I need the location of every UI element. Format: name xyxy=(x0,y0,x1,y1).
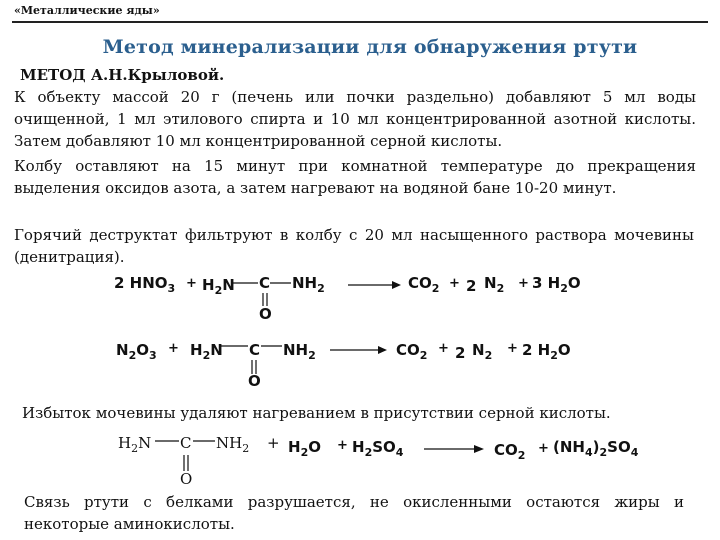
eq3-product-co2: $CO_2$ xyxy=(494,441,526,462)
eq3-plus-3: + xyxy=(538,441,549,456)
eq1-reactant-hno3: 2 $HNO_3$ xyxy=(114,274,176,295)
eq1-plus: + xyxy=(186,276,197,291)
eq2-product-co2: $CO_2$ xyxy=(396,341,428,362)
eq1-urea-carbon: C xyxy=(259,274,271,292)
eq1-urea-h2n: $H_2N$ xyxy=(202,276,235,297)
eq3-product-ammonium-sulfate: $(NH_4)_2SO_4$ xyxy=(553,438,639,459)
eq2-urea-oxygen: O xyxy=(248,372,261,390)
eq2-plus-2: + xyxy=(438,341,449,356)
eq3-urea-h2n: $H_2N$ xyxy=(118,434,152,455)
eq1-urea-oxygen: O xyxy=(259,305,272,323)
eq1-plus-3: + xyxy=(518,276,529,291)
eq1-urea-nh2: $NH_2$ xyxy=(292,274,325,295)
eq2-coefficient: 2 xyxy=(455,344,466,362)
eq2-reactant-n2o3: $N_2O_3$ xyxy=(116,341,157,362)
paragraph-sample-prep: К объекту массой 20 г (печень или почки раздельно) добавляют 5 мл воды очищенной, 1 мл этилового спирта и 10 мл концентрированной азотной кислоты. Затем добавляют 10 мл концентрированной серной кислоты. xyxy=(14,88,696,150)
paragraph-result: Связь ртути с белками разрушается, не окисленными остаются жиры и некоторые аминокислоты. xyxy=(24,493,684,533)
presentation-header: «Металлические яды» xyxy=(14,4,160,17)
eq3-urea-carbon: C xyxy=(180,434,192,452)
eq2-product-h2o: 2 $H_2O$ xyxy=(522,341,571,362)
eq3-reactant-h2so4: $H_2SO_4$ xyxy=(352,438,404,459)
eq3-plus: + xyxy=(267,434,280,452)
eq3-reactant-h2o: $H_2O$ xyxy=(288,438,321,459)
eq2-urea-h2n: $H_2N$ xyxy=(190,341,223,362)
eq3-plus-2: + xyxy=(337,438,348,453)
slide-title: Метод минерализации для обнаружения ртути xyxy=(102,36,638,58)
eq1-product-co2: $CO_2$ xyxy=(408,274,440,295)
eq2-product-n2: $N_2$ xyxy=(472,341,493,362)
eq1-product-h2o: 3 $H_2O$ xyxy=(532,274,581,295)
eq1-coefficient: 2 xyxy=(466,277,477,295)
eq3-urea-nh2: $NH_2$ xyxy=(216,434,250,455)
paragraph-heating: Колбу оставляют на 15 минут при комнатной температуре до прекращения выделения оксидов азота, а затем нагревают на водяной бане 10-20 минут. xyxy=(14,157,696,197)
eq2-plus: + xyxy=(168,341,179,356)
eq2-urea-nh2: $NH_2$ xyxy=(283,341,316,362)
paragraph-filtration: Горячий деструктат фильтруют в колбу с 20 мл насыщенного раствора мочевины (денитрация). xyxy=(14,226,694,266)
eq1-plus-2: + xyxy=(449,276,460,291)
eq2-plus-3: + xyxy=(507,341,518,356)
eq3-urea-oxygen: O xyxy=(180,470,193,488)
eq2-urea-carbon: C xyxy=(249,341,261,359)
method-heading: МЕТОД А.Н.Крыловой. xyxy=(20,66,225,84)
eq1-product-n2: $N_2$ xyxy=(484,274,505,295)
paragraph-excess-urea: Избыток мочевины удаляют нагреванием в присутствии серной кислоты. xyxy=(22,404,611,422)
